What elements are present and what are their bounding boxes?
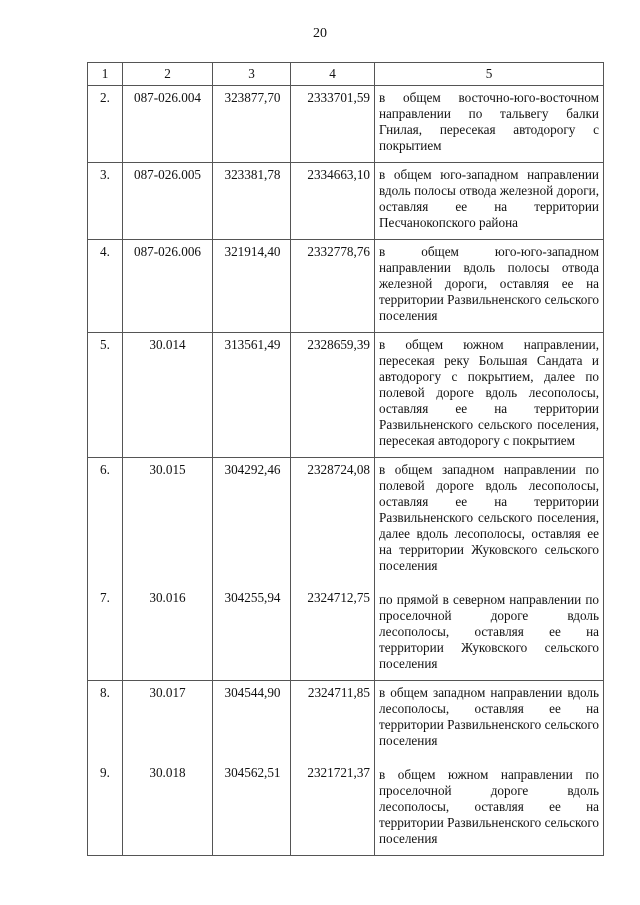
coordinate-x: 304255,94 [213, 582, 291, 681]
point-code: 30.017 [123, 681, 213, 758]
coordinate-y: 2328659,39 [291, 333, 375, 458]
coordinate-x: 304562,51 [213, 757, 291, 856]
coordinate-y: 2328724,08 [291, 458, 375, 583]
description-text: в общем южном направлении по проселочной дороге вдоль лесополосы, оставляя ее на территории Развильненского сельского поселения [379, 767, 599, 846]
boundary-description [375, 681, 604, 758]
table-row [88, 86, 604, 163]
boundary-description [375, 582, 604, 681]
point-code: 30.018 [123, 757, 213, 856]
coordinate-y: 2333701,59 [291, 86, 375, 163]
point-code: 30.015 [123, 458, 213, 583]
column-header-5: 5 [375, 63, 604, 86]
column-header-3: 3 [213, 63, 291, 86]
description-text: по прямой в северном направлении по проселочной дороге вдоль лесополосы, оставляя ее на территории Жуковского сельского поселения [379, 592, 599, 671]
description-text: в общем западном направлении по полевой дороге вдоль лесополосы, оставляя ее на территории Развильненского сельского поселения, далее вдоль лесополосы, оставляя ее на территории Жуковского сельского поселения [379, 462, 599, 573]
column-header-1: 1 [88, 63, 123, 86]
boundary-description [375, 240, 604, 333]
coordinate-x: 321914,40 [213, 240, 291, 333]
row-number: 3. [88, 163, 123, 240]
table-row [88, 163, 604, 240]
point-code: 30.016 [123, 582, 213, 681]
point-code: 087-026.005 [123, 163, 213, 240]
point-code: 30.014 [123, 333, 213, 458]
column-header-2: 2 [123, 63, 213, 86]
table-row [88, 240, 604, 333]
coordinate-y: 2332778,76 [291, 240, 375, 333]
boundary-description [375, 163, 604, 240]
row-number: 2. [88, 86, 123, 163]
column-header-4: 4 [291, 63, 375, 86]
row-number: 7. [88, 582, 123, 681]
table-row [88, 458, 604, 583]
row-number: 4. [88, 240, 123, 333]
coordinate-x: 304544,90 [213, 681, 291, 758]
boundary-table [87, 62, 604, 856]
coordinate-x: 313561,49 [213, 333, 291, 458]
boundary-description [375, 333, 604, 458]
point-code: 087-026.004 [123, 86, 213, 163]
description-text: в общем западном направлении вдоль лесополосы, оставляя ее на территории Развильненского сельского поселения [379, 685, 599, 748]
coordinate-x: 323877,70 [213, 86, 291, 163]
description-text: в общем юго-западном направлении вдоль полосы отвода железной дороги, оставляя ее на территории Песчанокопского района [379, 167, 599, 230]
row-number: 5. [88, 333, 123, 458]
coordinate-y: 2321721,37 [291, 757, 375, 856]
coordinate-y: 2324711,85 [291, 681, 375, 758]
row-number: 8. [88, 681, 123, 758]
table-row [88, 681, 604, 758]
coordinate-x: 304292,46 [213, 458, 291, 583]
page-number: 20 [313, 26, 327, 41]
row-number: 6. [88, 458, 123, 583]
boundary-description [375, 458, 604, 583]
table-row [88, 333, 604, 458]
point-code: 087-026.006 [123, 240, 213, 333]
coordinate-x: 323381,78 [213, 163, 291, 240]
table-row [88, 582, 604, 681]
boundary-description [375, 86, 604, 163]
description-text: в общем восточно-юго-восточном направлении по тальвегу балки Гнилая, пересекая автодорогу с покрытием [379, 90, 599, 153]
description-text: в общем юго-юго-западном направлении вдоль полосы отвода железной дороги, оставляя ее на территории Развильненского сельского поселения [379, 244, 599, 323]
boundary-description [375, 757, 604, 856]
table-row [88, 757, 604, 856]
description-text: в общем южном направлении, пересекая реку Большая Сандата и автодорогу с покрытием, далее по полевой дороге вдоль лесополосы, оставляя ее на территории Развильненского сельского поселения, пересекая автодорогу с покрытием [379, 337, 599, 448]
coordinate-y: 2334663,10 [291, 163, 375, 240]
row-number: 9. [88, 757, 123, 856]
table-header-row [88, 63, 604, 86]
coordinate-y: 2324712,75 [291, 582, 375, 681]
